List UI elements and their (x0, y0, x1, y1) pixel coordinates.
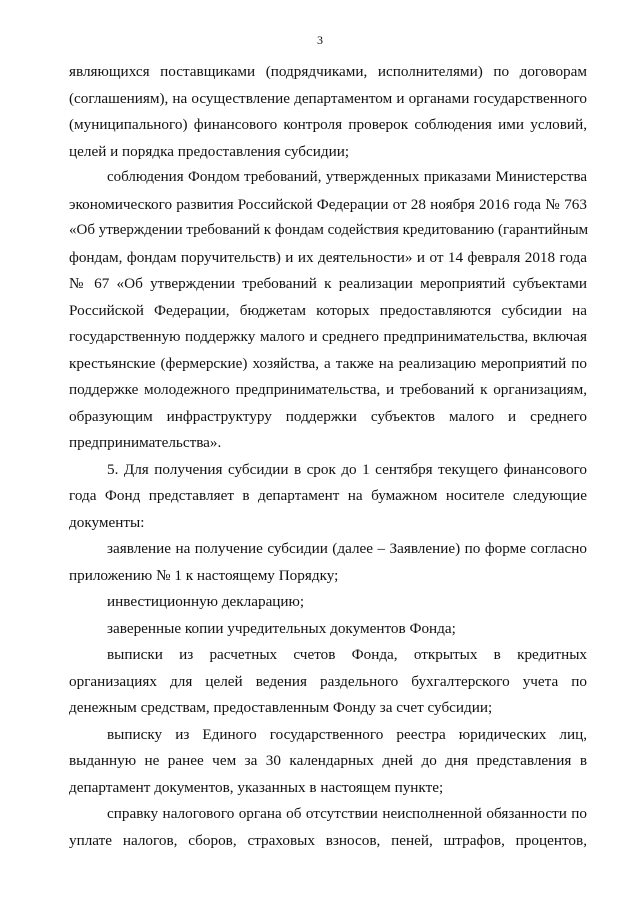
paragraph-first-line: выписку из Единого государственного реестра юридических лиц, (107, 726, 587, 743)
text-line: выданную не ранее чем за 30 календарных дней до дня представления в (69, 752, 587, 769)
paragraph-first-line: заявление на получение субсидии (далее – Заявление) по форме согласно (107, 540, 587, 557)
text-line: предпринимательства». (69, 434, 222, 451)
text-line: фондам, фондам поручительств) и их деятельности» и от 14 февраля 2018 года (69, 249, 587, 266)
text-line: приложению № 1 к настоящему Порядку; (69, 567, 339, 584)
text-line: денежным средствам, предоставленным Фонду за счет субсидии; (69, 699, 493, 716)
text-line: экономического развития Российской Федерации от 28 ноября 2016 года № 763 (69, 196, 587, 213)
text-line: года Фонд представляет в департамент на бумажном носителе следующие (69, 487, 587, 504)
text-line: Российской Федерации, бюджетам которых предоставляются субсидии на (69, 302, 587, 319)
text-line: крестьянские (фермерские) хозяйства, а также на реализацию мероприятий по (69, 355, 587, 372)
text-line: уплате налогов, сборов, страховых взносов, пеней, штрафов, процентов, (69, 832, 587, 849)
text-line: (соглашениям), на осуществление департаментом и органами государственного (69, 90, 587, 107)
text-line: поддержке молодежного предпринимательства, и требований к организациям, (69, 381, 587, 398)
text-line: государственную поддержку малого и среднего предпринимательства, включая (69, 328, 587, 345)
text-line: департамент документов, указанных в настоящем пункте; (69, 779, 444, 796)
paragraph-first-line: выписки из расчетных счетов Фонда, открытых в кредитных (107, 646, 587, 663)
text-line: (муниципального) финансового контроля проверок соблюдения ими условий, (69, 116, 587, 133)
paragraph-first-line: соблюдения Фондом требований, утвержденных приказами Министерства (107, 169, 587, 185)
text-line: являющихся поставщиками (подрядчиками, исполнителями) по договорам (69, 63, 587, 80)
paragraph-first-line: 5. Для получения субсидии в срок до 1 сентября текущего финансового (107, 461, 587, 478)
paragraph-first-line: заверенные копии учредительных документов Фонда; (107, 620, 456, 637)
page-number: 3 (317, 33, 323, 47)
text-line: № 67 «Об утверждении требований к реализации мероприятий субъектами (69, 275, 587, 292)
text-line: документы: (69, 514, 145, 531)
paragraph-first-line: справку налогового органа об отсутствии неисполненной обязанности по (107, 805, 587, 822)
text-line: образующим инфраструктуру поддержки субъектов малого и среднего (69, 408, 587, 425)
text-line: организациях для целей ведения раздельного бухгалтерского учета по (69, 673, 587, 690)
paragraph-first-line: инвестиционную декларацию; (107, 593, 305, 610)
text-line: «Об утверждении требований к фондам содействия кредитованию (гарантийным (69, 222, 589, 238)
text-line: целей и порядка предоставления субсидии; (69, 143, 350, 160)
